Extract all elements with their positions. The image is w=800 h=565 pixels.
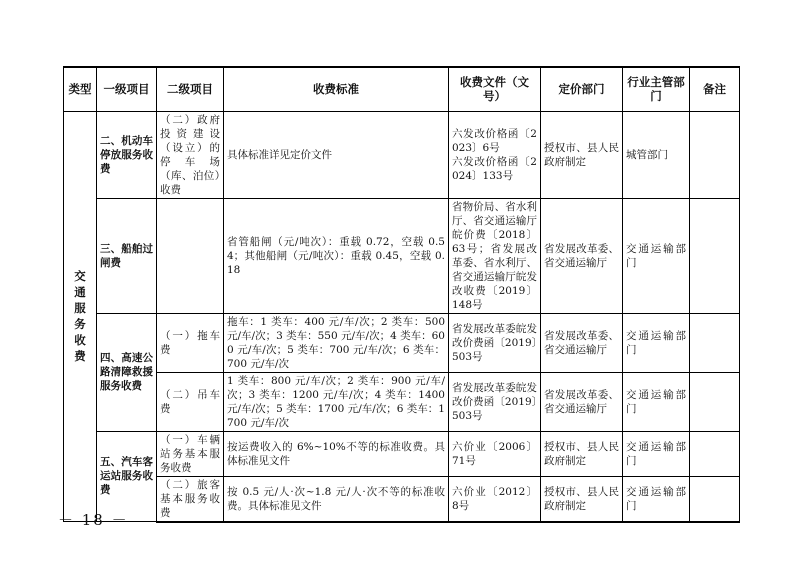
- header-standard: 收费标准: [224, 67, 449, 111]
- category-cell: 交通服务收费: [64, 111, 97, 522]
- level2-cell: （二）旅客基本服务收费: [157, 476, 224, 522]
- pricing-cell: 授权市、县人民政府制定: [541, 476, 623, 522]
- pricing-cell: 授权市、县人民政府制定: [541, 431, 623, 476]
- standard-cell: 省管船闸（元/吨次）：重载 0.72，空载 0.54；其他船闸（元/吨次）：重载 0.45，空载 0.18: [224, 198, 449, 313]
- note-cell: [690, 372, 740, 431]
- document-cell: 省发展改革委皖发改价费函〔2019〕503号: [449, 313, 541, 372]
- document-cell: 六价业〔2006〕71号: [449, 431, 541, 476]
- header-document: 收费文件（文号）: [449, 67, 541, 111]
- standard-cell: 拖车：1 类车：400 元/车/次；2 类车：500 元/车/次；3 类车：550 元/车/次；4 类车：600 元/车/次；5 类车：700 元/车/次；6 类车：700 元/车/次: [224, 313, 449, 372]
- document-cell: 六价业〔2012〕8号: [449, 476, 541, 522]
- note-cell: [690, 476, 740, 522]
- document-cell: 省发展改革委皖发改价费函〔2019〕503号: [449, 372, 541, 431]
- document-cell: 六发改价格函〔2023〕6号 六发改价格函〔2024〕133号: [449, 111, 541, 198]
- pricing-cell: 省发展改革委、省交通运输厅: [541, 372, 623, 431]
- fee-table: [63, 66, 740, 523]
- note-cell: [690, 431, 740, 476]
- table-row: [64, 313, 740, 372]
- authority-cell: 交通运输部门: [623, 431, 690, 476]
- header-authority: 行业主管部门: [623, 67, 690, 111]
- document-cell: 省物价局、省水利厅、省交通运输厅皖价费〔2018〕63号；省发展改革委、省水利厅、省交通运输厅皖发改收费〔2019〕148号: [449, 198, 541, 313]
- header-type: 类型: [64, 67, 97, 111]
- authority-cell: 交通运输部门: [623, 372, 690, 431]
- table-row: [64, 431, 740, 476]
- standard-cell: 按运费收入的 6%~10%不等的标准收费。具体标准见文件: [224, 431, 449, 476]
- level1-cell: 三、船舶过闸费: [97, 198, 157, 313]
- fee-table-container: [63, 66, 740, 523]
- note-cell: [690, 313, 740, 372]
- authority-cell: 交通运输部门: [623, 198, 690, 313]
- level1-cell: 四、高速公路清障救援服务收费: [97, 313, 157, 431]
- page-number: － 18 －: [58, 511, 129, 529]
- level1-cell: 五、汽车客运站服务收费: [97, 431, 157, 522]
- level2-cell: （二）政府投资建设（设立）的停车场（库、泊位）收费: [157, 111, 224, 198]
- pricing-cell: 省发展改革委、省交通运输厅: [541, 198, 623, 313]
- authority-cell: 城管部门: [623, 111, 690, 198]
- level2-cell: [157, 198, 224, 313]
- standard-cell: 1 类车：800 元/车/次；2 类车：900 元/车/次；3 类车：1200 元/车/次；4 类车：1400 元/车/次；5 类车：1700 元/车/次；6 类车：1700 元/车/次: [224, 372, 449, 431]
- table-header-row: [64, 67, 740, 111]
- pricing-cell: 省发展改革委、省交通运输厅: [541, 313, 623, 372]
- level2-cell: （一）车辆站务基本服务收费: [157, 431, 224, 476]
- table-row: [64, 372, 740, 431]
- header-level1: 一级项目: [97, 67, 157, 111]
- table-row: [64, 198, 740, 313]
- header-level2: 二级项目: [157, 67, 224, 111]
- level2-cell: （二）吊车费: [157, 372, 224, 431]
- header-note: 备注: [690, 67, 740, 111]
- level1-cell: 二、机动车停放服务收费: [97, 111, 157, 198]
- authority-cell: 交通运输部门: [623, 476, 690, 522]
- table-row: [64, 111, 740, 198]
- standard-cell: 具体标准详见定价文件: [224, 111, 449, 198]
- standard-cell: 按 0.5 元/人·次~1.8 元/人·次不等的标准收费。具体标准见文件: [224, 476, 449, 522]
- pricing-cell: 授权市、县人民政府制定: [541, 111, 623, 198]
- authority-cell: 交通运输部门: [623, 313, 690, 372]
- note-cell: [690, 198, 740, 313]
- level2-cell: （一）拖车费: [157, 313, 224, 372]
- note-cell: [690, 111, 740, 198]
- header-pricing: 定价部门: [541, 67, 623, 111]
- table-row: [64, 476, 740, 522]
